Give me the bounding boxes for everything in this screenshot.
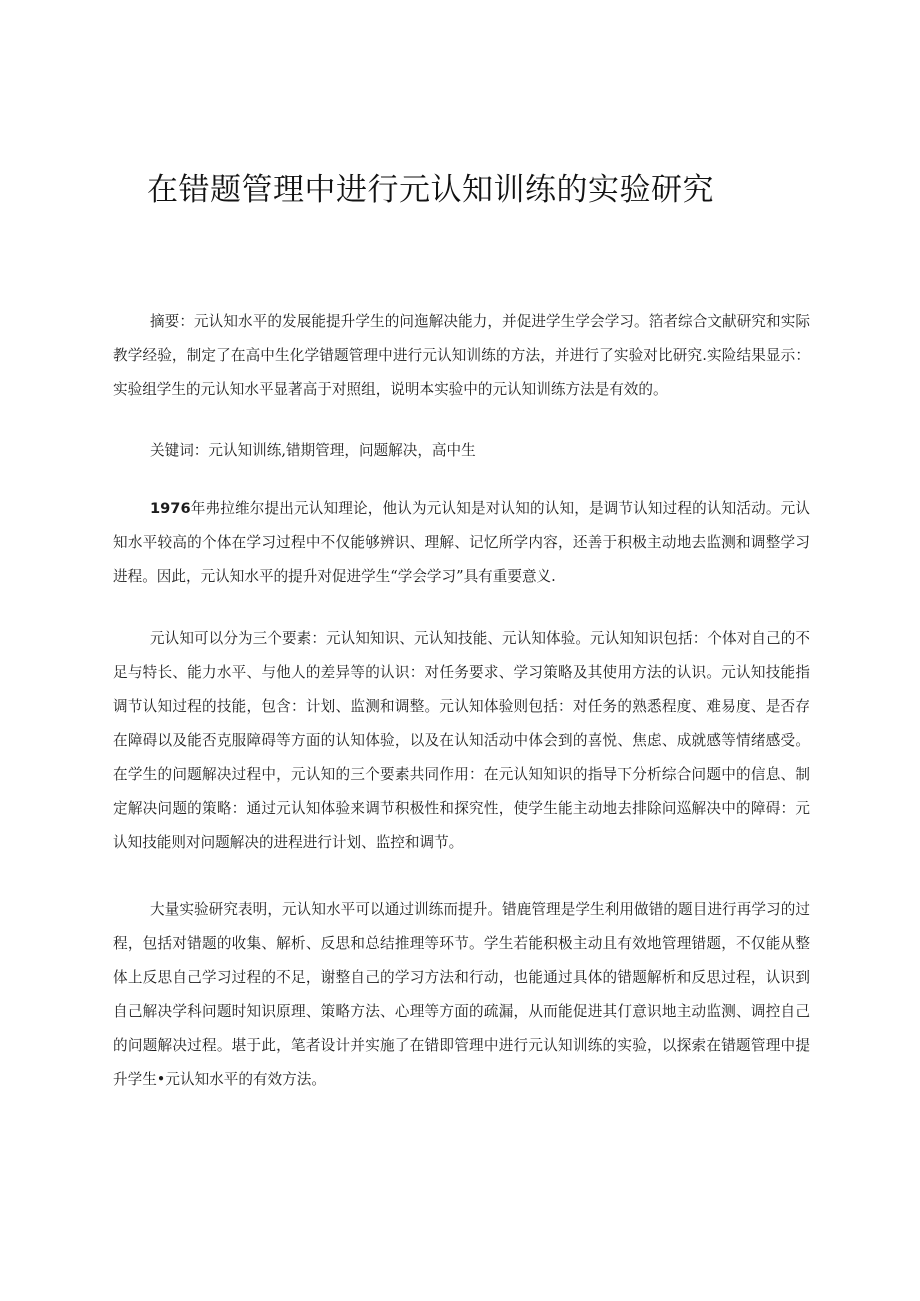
body-paragraph-1 [113,492,810,594]
document-title: 在错题管理中进行元认知训练的实验研究 [147,172,714,208]
keywords-line: 关键词：元认知训练,错期管理，问题解决，高中生 [150,442,476,459]
body-paragraph-2: 元认知可以分为三个要素：元认知知识、元认知技能、元认知体验。元认知知识包括：个体对自己的不足与特长、能力水平、与他人的差异等的认识：对任务要求、学习策略及其使用方法的认识。元认知技能指调节认知过程的技能，包含：计划、监测和调整。元认知体验则包括：对任务的熟悉程度、难易度、是否存在障碍以及能否克服障碍等方面的认知体验，以及在认知活动中体会到的喜悦、焦虑、成就感等情绪感受。在学生的问题解决过程中，元认知的三个要素共同作用：在元认知知识的指导下分析综合问题中的信息、制定解决问题的策略：通过元认知体验来调节积极性和探究性，使学生能主动地去排除问巡解决中的障碍：元认知技能则对问题解决的进程进行计划、监控和调节。 [113,630,810,851]
paragraph-1-text: 年弗拉维尔提出元认知理论，他认为元认知是对认知的认知，是调节认知过程的认知活动。元认知水平较高的个体在学习过程中不仅能够辨识、理解、记忆所学内容，还善于积极主动地去监测和调整学习进程。因此，元认知水平的提升对促进学生“学会学习”具有重要意义. [113,500,810,585]
year-text: 1976 [150,500,191,517]
body-paragraph-3: 大量实验研究表明，元认知水平可以通过训练而提升。错鹿管理是学生利用做错的题目进行再学习的过程，包括对错题的收集、解析、反思和总结推理等环节。学生若能积极主动且有效地管理错题，不仅能从整体上反思自己学习过程的不足，谢整自己的学习方法和行动，也能通过具体的错题解析和反思过程，认识到自己解决学科问题时知识原理、策略方法、心理等方面的疏漏，从而能促进其仃意识地主动监测、调控自己的问题解决过程。堪于此，笔者设计并实施了在错即管理中进行元认知训练的实验，以探索在错题管理中提升学生•元认知水平的有效方法。 [113,901,810,1088]
abstract-paragraph: 摘要：元认知水平的发展能提升学生的问迤解决能力，并促进学生学会学习。箔者综合文献研究和实际教学经验，制定了在高中生化学错题管理中进行元认知训练的方法，并进行了实验对比研究.实险结果显示：实验组学生的元认知水平显著高于对照组，说明本实验中的元认知训练方法是有效的。 [113,313,810,398]
